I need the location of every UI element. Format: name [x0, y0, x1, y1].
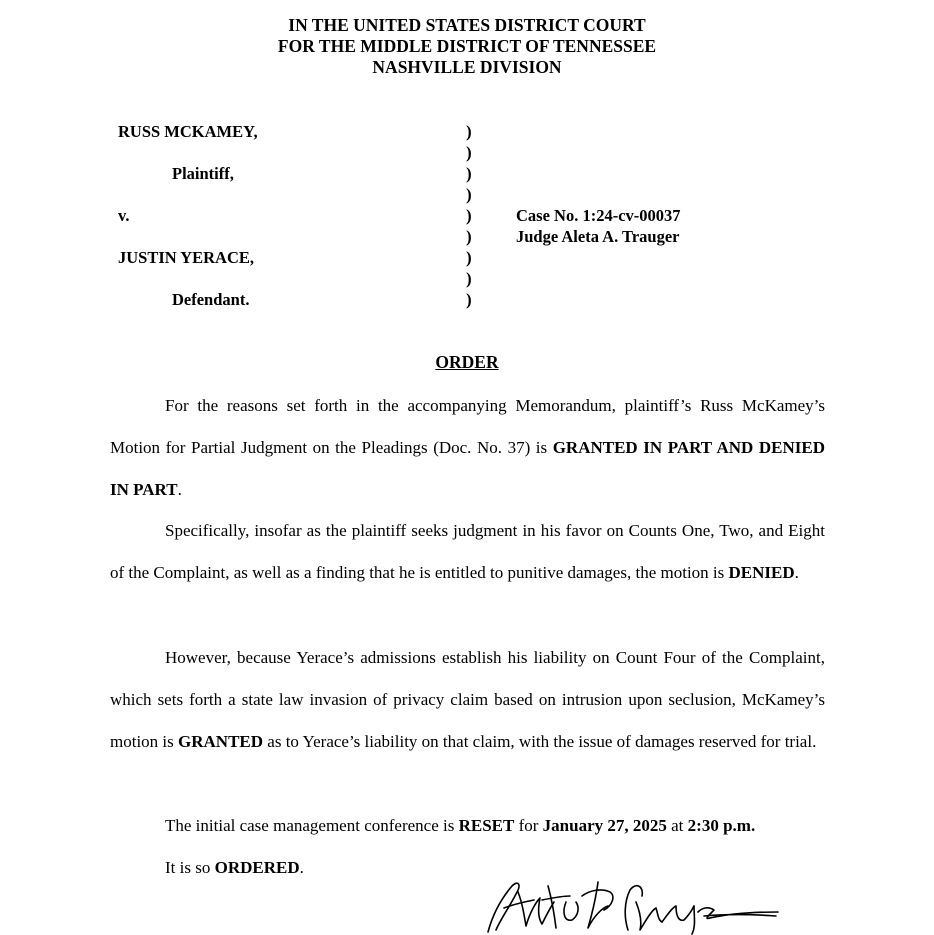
- case-number: Case No. 1:24-cv-00037: [516, 206, 681, 225]
- paragraph-text: for: [514, 816, 543, 835]
- paragraph-text: .: [177, 480, 182, 499]
- caption-paren: ): [466, 290, 472, 309]
- caption-paren-column: [466, 121, 472, 310]
- caption-paren: ): [466, 248, 472, 267]
- caption-paren: ): [466, 206, 472, 225]
- judge-name: Judge Aleta A. Trauger: [516, 227, 680, 246]
- conference-time: 2:30 p.m.: [687, 816, 756, 835]
- plaintiff-name: RUSS MCKAMEY,: [118, 122, 258, 141]
- order-paragraph-3: [110, 637, 825, 763]
- plaintiff-role: Plaintiff,: [172, 164, 234, 183]
- order-paragraph-1: [110, 385, 825, 511]
- caption-paren: ): [466, 143, 472, 162]
- paragraph-bold: GRANTED: [178, 732, 264, 751]
- caption-paren: ): [466, 185, 472, 204]
- paragraph-text: at: [666, 816, 688, 835]
- order-paragraph-2: [110, 510, 825, 594]
- defendant-name: JUSTIN YERACE,: [118, 248, 254, 267]
- defendant-role: Defendant.: [172, 290, 250, 309]
- paragraph-text: It is so: [165, 858, 215, 877]
- judge-signature: [478, 872, 788, 935]
- caption-paren: ): [466, 122, 472, 141]
- order-paragraph-4: [110, 805, 825, 847]
- paragraph-bold: DENIED: [728, 563, 795, 582]
- order-title: ORDER: [435, 352, 499, 372]
- caption-paren: ): [466, 164, 472, 183]
- caption-paren: ): [466, 269, 472, 288]
- conference-date: January 27, 2025: [542, 816, 667, 835]
- paragraph-text: as to Yerace’s liability on that claim, with the issue of damages reserved for trial.: [263, 732, 817, 751]
- paragraph-text: For the reasons set forth in the accompanying Memorandum, plaintiff’s Russ McKamey’s Motion for Partial Judgment on the Pleadings (Doc. No. 37) is: [110, 396, 825, 457]
- paragraph-bold: ORDERED: [214, 858, 300, 877]
- court-district: FOR THE MIDDLE DISTRICT OF TENNESSEE: [277, 36, 657, 56]
- paragraph-text: Specifically, insofar as the plaintiff seeks judgment in his favor on Counts One, Two, and Eight of the Complaint, as well as a finding that he is entitled to punitive damages, the motion is: [110, 521, 825, 582]
- paragraph-bold: GRANTED IN PART AND DENIED IN PART: [110, 438, 825, 499]
- paragraph-text: .: [794, 563, 799, 582]
- caption-paren: ): [466, 227, 472, 246]
- paragraph-bold: RESET: [458, 816, 515, 835]
- paragraph-text: .: [299, 858, 304, 877]
- court-division: NASHVILLE DIVISION: [372, 57, 562, 77]
- court-name: IN THE UNITED STATES DISTRICT COURT: [288, 15, 646, 35]
- paragraph-text: However, because Yerace’s admissions establish his liability on Count Four of the Complaint, which sets forth a state law invasion of privacy claim based on intrusion upon seclusion, McKamey’s motion is: [110, 648, 825, 751]
- versus-label: v.: [118, 206, 130, 225]
- paragraph-text: The initial case management conference is: [165, 816, 459, 835]
- court-header: [0, 15, 934, 78]
